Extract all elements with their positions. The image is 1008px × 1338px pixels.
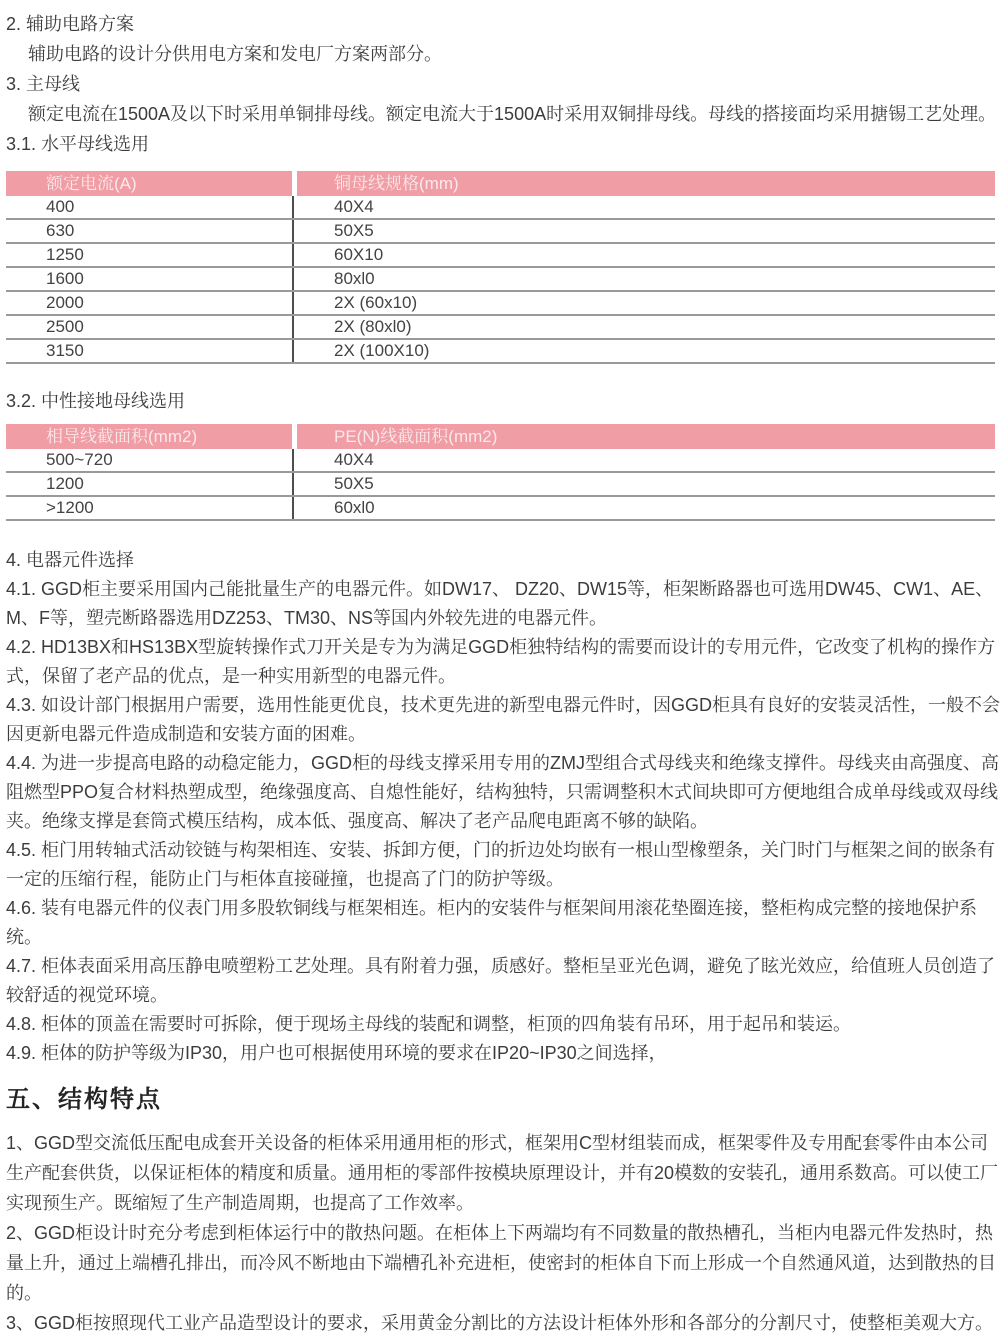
section-2-heading: 2. 辅助电路方案 [6,14,135,34]
section-4-heading: 4. 电器元件选择 [6,550,135,570]
section-3-paragraph: 额定电流在1500A及以下时采用单铜排母线。额定电流大于1500A时采用双铜排母线。母线的搭接面均采用搪锡工艺处理。 [28,104,997,124]
section-4-item: 4.3. 如设计部门根据用户需要，选用性能更优良，技术更先进的新型电器元件时，因GGD柜具有良好的安装灵活性，一般不会因更新电器元件造成制造和安装方面的困难。 [6,695,1001,744]
horizontal-busbar-table [6,171,995,364]
pe-busbar-table [6,424,995,521]
table-cell: 400 [46,197,75,216]
section-4-item: 4.2. HD13BX和HS13BX型旋转操作式刀开关是专为为满足GGD柜独特结构的需要而设计的专用元件，它改变了机构的操作方式，保留了老产品的优点，是一种实用新型的电器元件。 [6,637,996,686]
table-row [6,292,995,316]
table-cell: 80xl0 [292,268,995,290]
table-header-row [6,171,995,196]
section-5-heading: 五、结构特点 [6,1086,162,1113]
section-4-item: 4.6. 装有电器元件的仪表门用多股软铜线与框架相连。柜内的安装件与框架间用滚花垫圈连接，整柜构成完整的接地保护系统。 [6,898,978,947]
table-header-cell: 相导线截面积(mm2) [46,427,198,446]
section-5-paragraph: 1、GGD型交流低压配电成套开关设备的柜体采用通用柜的形式，框架用C型材组装而成，框架零件及专用配套零件由本公司生产配套供货，以保证柜体的精度和质量。通用柜的零部件按模块原理设计，并有20模数的安装孔，通用系数高。可以使工厂实现预生产。既缩短了生产制造周期，也提高了工作效率。 [6,1133,999,1213]
table-header-cell: PE(N)线截面积(mm2) [292,424,995,449]
table-row [6,316,995,340]
table-row [6,340,995,364]
section-3-2-heading: 3.2. 中性接地母线选用 [6,391,186,411]
table-row [6,473,995,497]
table-cell: 2X (100X10) [292,340,995,362]
section-5-paragraph: 2、GGD柜设计时充分考虑到柜体运行中的散热问题。在柜体上下两端均有不同数量的散热槽孔，当柜内电器元件发热时，热量上升，通过上端槽孔排出，而冷风不断地由下端槽孔补充进柜，使密封的柜体自下而上形成一个自然通风道，达到散热的目的。 [6,1223,996,1303]
section-4-item: 4.5. 柜门用转轴式活动铰链与构架相连、安装、拆卸方便，门的折边处均嵌有一根山型橡塑条，关门时门与框架之间的嵌条有一定的压缩行程，能防止门与柜体直接碰撞，也提高了门的防护等级。 [6,840,996,889]
table-cell: 60X10 [292,244,995,266]
section-3-1-heading: 3.1. 水平母线选用 [6,134,150,154]
table-row [6,268,995,292]
table-header-cell: 额定电流(A) [46,174,137,193]
table-header-cell: 铜母线规格(mm) [292,171,995,196]
table-row [6,244,995,268]
table-cell: 60xl0 [292,497,995,519]
section-4-item: 4.4. 为进一步提高电路的动稳定能力，GGD柜的母线支撑采用专用的ZMJ型组合式母线夹和绝缘支撑件。母线夹由高强度、高阻燃型PPO复合材料热塑成型，绝缘强度高、自熄性能好，结构独特，只需调整积木式间块即可方便地组合成单母线或双母线夹。绝缘支撑是套筒式模压结构，成本低、强度高、解决了老产品爬电距离不够的缺陷。 [6,753,1000,831]
table-cell: 630 [46,221,75,240]
table-header-row [6,424,995,449]
table-cell: 1250 [46,245,84,264]
table-cell: 40X4 [292,449,995,471]
table-cell: >1200 [46,498,94,517]
table-cell: 40X4 [292,196,995,218]
section-4-item: 4.7. 柜体表面采用高压静电喷塑粉工艺处理。具有附着力强，质感好。整柜呈亚光色调，避免了眩光效应，给值班人员创造了较舒适的视觉环境。 [6,956,996,1005]
section-3-heading: 3. 主母线 [6,74,81,94]
table-row [6,449,995,473]
table-cell: 500~720 [46,450,113,469]
table-cell: 50X5 [292,220,995,242]
section-5-paragraph: 3、GGD柜按照现代工业产品造型设计的要求，采用黄金分割比的方法设计柜体外形和各部分的分割尺寸，使整柜美观大方。 [6,1313,994,1333]
section-4 [6,545,1002,1068]
table-cell: 2500 [46,317,84,336]
table-cell: 2X (60x10) [292,292,995,314]
table-row [6,220,995,244]
table-cell: 2000 [46,293,84,312]
table-cell: 1600 [46,269,84,288]
table-cell: 2X (80xl0) [292,316,995,338]
table-row [6,497,995,521]
section-4-item: 4.9. 柜体的防护等级为IP30，用户也可根据使用环境的要求在IP20~IP30之间选择， [6,1043,667,1063]
table-cell: 3150 [46,341,84,360]
table-cell: 50X5 [292,473,995,495]
section-4-item: 4.8. 柜体的顶盖在需要时可拆除，便于现场主母线的装配和调整，柜顶的四角装有吊环，用于起吊和装运。 [6,1014,852,1034]
table-row [6,196,995,220]
section-2-paragraph: 辅助电路的设计分供用电方案和发电厂方案两部分。 [28,44,442,64]
section-4-item: 4.1. GGD柜主要采用国内己能批量生产的电器元件。如DW17、 DZ20、DW15等，柜架断路器也可选用DW45、CW1、AE、 M、F等，塑壳断路器选用DZ253、TM30、NS等国内外较先进的电器元件。 [6,579,994,628]
table-cell: 1200 [46,474,84,493]
